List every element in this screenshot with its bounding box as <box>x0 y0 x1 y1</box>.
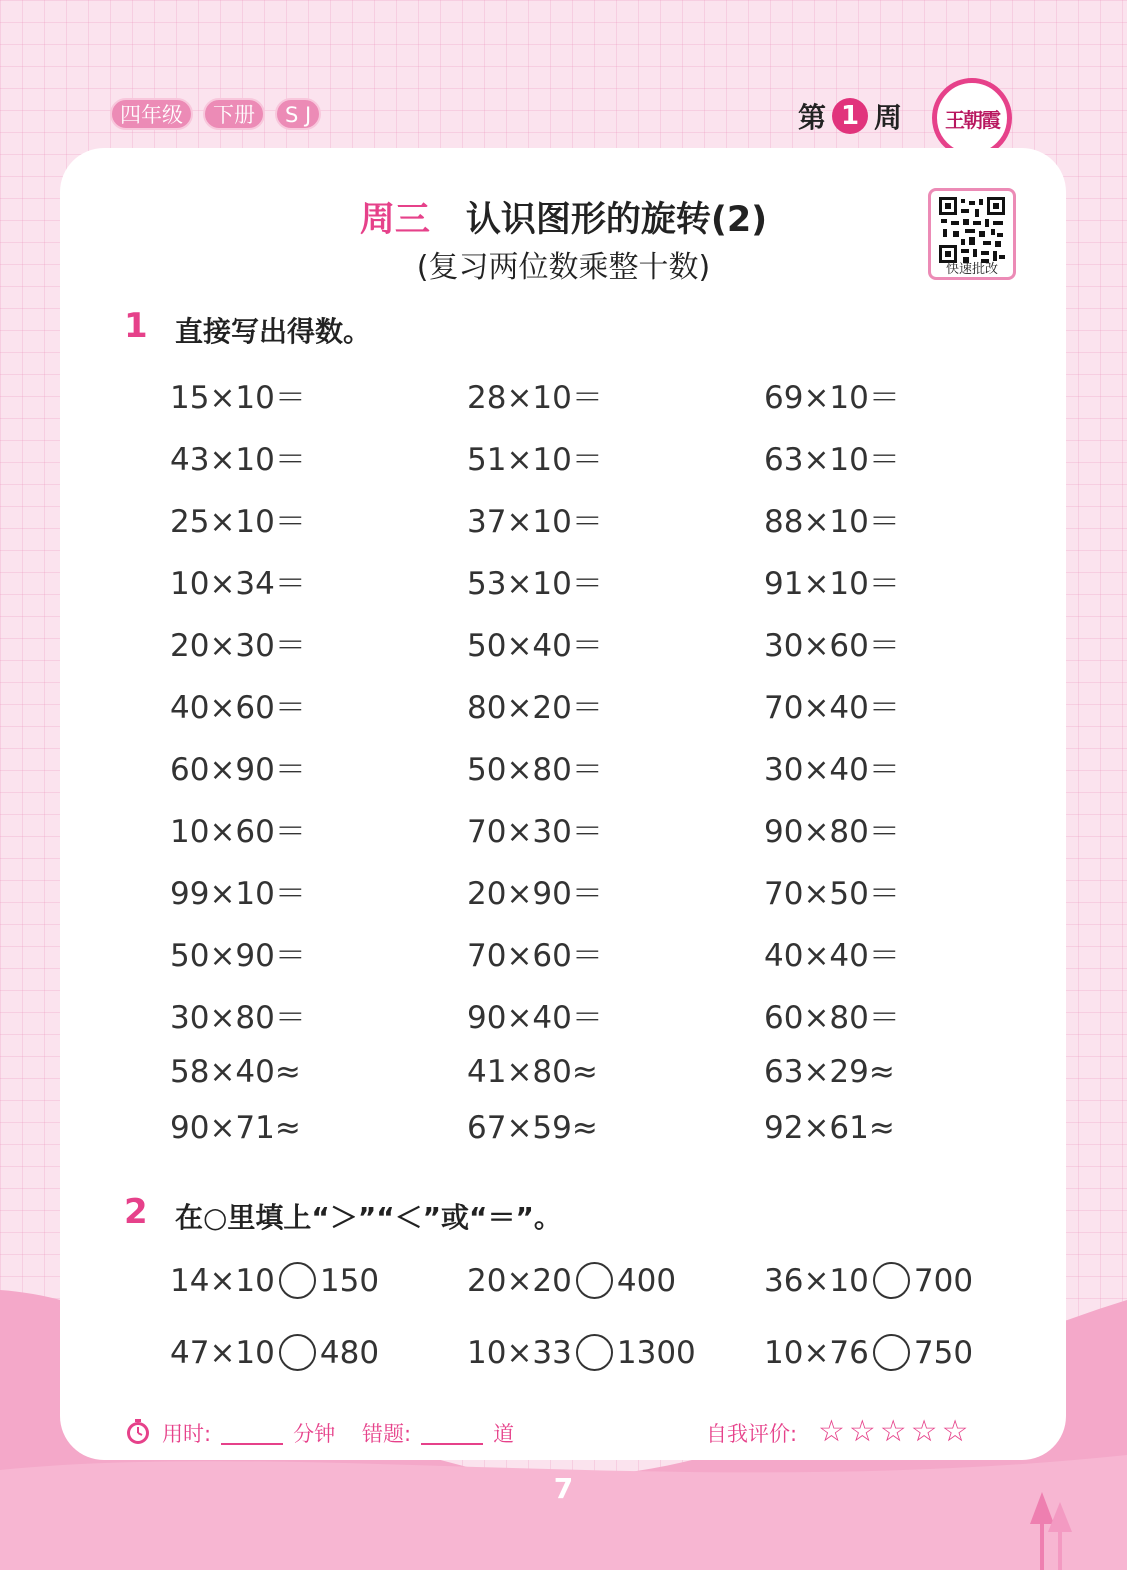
arithmetic-problem[interactable]: 69×10＝ <box>764 380 900 416</box>
section-2-number: 2 <box>124 1192 148 1232</box>
time-blank[interactable] <box>221 1443 283 1445</box>
comparison-right-value: 750 <box>913 1334 974 1371</box>
comparison-left-expression: 10×76 <box>764 1334 869 1371</box>
comparison-right-value: 150 <box>319 1262 380 1299</box>
arithmetic-problem[interactable]: 91×10＝ <box>764 566 900 602</box>
brand-logo-text: 王朝霞 <box>945 107 999 132</box>
arithmetic-problem[interactable]: 40×60＝ <box>170 690 306 726</box>
comparison-item <box>467 1334 696 1371</box>
answer-circle[interactable] <box>576 1334 613 1371</box>
self-eval-label: 自我评价: <box>706 1422 798 1446</box>
volume-tag: 下册 <box>203 98 265 130</box>
answer-circle[interactable] <box>873 1262 910 1299</box>
arithmetic-problem[interactable]: 92×61≈ <box>764 1110 895 1146</box>
arithmetic-problem[interactable]: 70×60＝ <box>467 938 603 974</box>
section-2-instruction: 在○里填上“＞”“＜”或“＝”。 <box>175 1201 562 1234</box>
section-1-number: 1 <box>124 306 148 346</box>
arithmetic-problem[interactable]: 58×40≈ <box>170 1054 301 1090</box>
edition-tag: S J <box>275 98 321 130</box>
comparison-right-value: 400 <box>616 1262 677 1299</box>
comparison-left-expression: 36×10 <box>764 1262 869 1299</box>
comparison-left-expression: 14×10 <box>170 1262 275 1299</box>
answer-circle[interactable] <box>279 1262 316 1299</box>
clock-icon <box>124 1418 152 1446</box>
arithmetic-problem[interactable]: 90×80＝ <box>764 814 900 850</box>
qr-code-label: 快速批改 <box>945 262 998 277</box>
arithmetic-problem[interactable]: 70×40＝ <box>764 690 900 726</box>
comparison-item <box>764 1334 973 1371</box>
arithmetic-problem[interactable]: 10×60＝ <box>170 814 306 850</box>
arithmetic-problem[interactable]: 41×80≈ <box>467 1054 598 1090</box>
arithmetic-problem[interactable]: 30×40＝ <box>764 752 900 788</box>
title-topic: 认识图形的旋转(2) <box>465 200 768 240</box>
comparison-item <box>467 1262 676 1299</box>
arithmetic-problem[interactable]: 63×29≈ <box>764 1054 895 1090</box>
errors-blank[interactable] <box>421 1443 483 1445</box>
errors-field <box>362 1418 514 1448</box>
arithmetic-problem[interactable]: 70×30＝ <box>467 814 603 850</box>
comparison-left-expression: 10×33 <box>467 1334 572 1371</box>
rating-stars[interactable]: ☆☆☆☆☆ <box>818 1414 973 1449</box>
arrow-up-icon <box>1028 1492 1076 1570</box>
comparison-item <box>170 1262 379 1299</box>
arithmetic-problem[interactable]: 70×50＝ <box>764 876 900 912</box>
comparison-right-value: 700 <box>913 1262 974 1299</box>
grade-tag: 四年级 <box>110 98 193 130</box>
time-unit: 分钟 <box>293 1422 336 1446</box>
page-number: 7 <box>553 1472 574 1505</box>
arithmetic-problem[interactable]: 50×40＝ <box>467 628 603 664</box>
arithmetic-problem[interactable]: 25×10＝ <box>170 504 306 540</box>
comparison-left-expression: 47×10 <box>170 1334 275 1371</box>
arithmetic-problem[interactable]: 51×10＝ <box>467 442 603 478</box>
answer-circle[interactable] <box>279 1334 316 1371</box>
arithmetic-problem[interactable]: 80×20＝ <box>467 690 603 726</box>
arithmetic-problem[interactable]: 60×90＝ <box>170 752 306 788</box>
arithmetic-problem[interactable]: 28×10＝ <box>467 380 603 416</box>
arithmetic-problem[interactable]: 10×34＝ <box>170 566 306 602</box>
arithmetic-problem[interactable]: 63×10＝ <box>764 442 900 478</box>
comparison-left-expression: 20×20 <box>467 1262 572 1299</box>
week-indicator <box>798 96 902 136</box>
section-1-instruction: 直接写出得数。 <box>175 315 372 348</box>
arithmetic-problem[interactable]: 20×90＝ <box>467 876 603 912</box>
comparison-right-value: 480 <box>319 1334 380 1371</box>
comparison-item <box>170 1334 379 1371</box>
time-field <box>162 1418 335 1448</box>
qr-code-icon <box>939 197 1005 263</box>
arithmetic-problem[interactable]: 88×10＝ <box>764 504 900 540</box>
errors-unit: 道 <box>493 1422 515 1446</box>
title-day: 周三 <box>359 200 430 240</box>
time-label: 用时: <box>162 1422 212 1446</box>
arithmetic-problem[interactable]: 67×59≈ <box>467 1110 598 1146</box>
arithmetic-problem[interactable]: 37×10＝ <box>467 504 603 540</box>
arithmetic-problem[interactable]: 90×40＝ <box>467 1000 603 1036</box>
answer-circle[interactable] <box>873 1334 910 1371</box>
week-suffix: 周 <box>874 101 903 134</box>
brand-logo <box>932 78 1012 158</box>
arithmetic-problem[interactable]: 50×90＝ <box>170 938 306 974</box>
arithmetic-problem[interactable]: 43×10＝ <box>170 442 306 478</box>
comparison-item <box>764 1262 973 1299</box>
arithmetic-problem[interactable]: 99×10＝ <box>170 876 306 912</box>
arithmetic-problem[interactable]: 20×30＝ <box>170 628 306 664</box>
arithmetic-problem[interactable]: 30×80＝ <box>170 1000 306 1036</box>
answer-circle[interactable] <box>576 1262 613 1299</box>
week-prefix: 第 <box>798 101 827 134</box>
qr-code[interactable] <box>928 188 1016 280</box>
arithmetic-problem[interactable]: 50×80＝ <box>467 752 603 788</box>
arithmetic-problem[interactable]: 90×71≈ <box>170 1110 301 1146</box>
arithmetic-problem[interactable]: 40×40＝ <box>764 938 900 974</box>
week-number-badge: 1 <box>832 98 868 134</box>
comparison-right-value: 1300 <box>616 1334 696 1371</box>
arithmetic-problem[interactable]: 15×10＝ <box>170 380 306 416</box>
arithmetic-problem[interactable]: 30×60＝ <box>764 628 900 664</box>
page-subtitle: (复习两位数乘整十数) <box>416 250 711 285</box>
arithmetic-problem[interactable]: 60×80＝ <box>764 1000 900 1036</box>
errors-label: 错题: <box>362 1422 412 1446</box>
grade-tags <box>110 98 321 130</box>
arithmetic-problem[interactable]: 53×10＝ <box>467 566 603 602</box>
